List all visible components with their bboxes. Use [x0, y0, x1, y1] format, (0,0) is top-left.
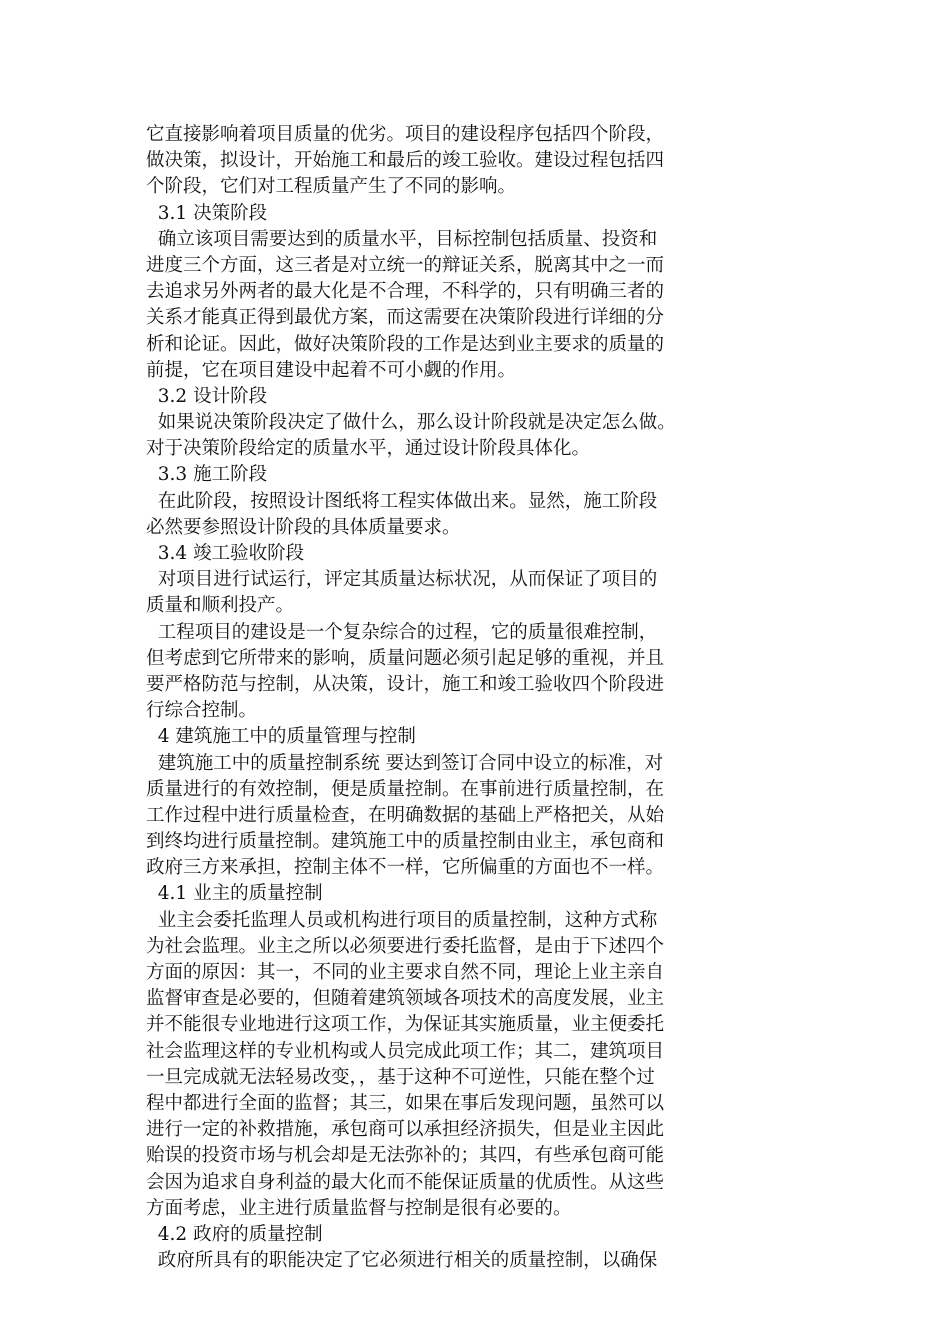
text-line: 做决策，拟设计，开始施工和最后的竣工验收。建设过程包括四 [146, 150, 665, 172]
section-heading: 4 建筑施工中的质量管理与控制 [146, 726, 416, 748]
text-line: 它直接影响着项目质量的优劣。项目的建设程序包括四个阶段， [146, 124, 665, 145]
text-line: 方面考虑，业主进行质量监督与控制是很有必要的。 [146, 1197, 572, 1219]
text-line: 对项目进行试运行，评定其质量达标状况，从而保证了项目的 [146, 569, 658, 591]
section-heading: 4.1 业主的质量控制 [146, 883, 323, 905]
text-line: 确立该项目需要达到的质量水平，目标控制包括质量、投资和 [146, 228, 658, 250]
text-line: 监督审查是必要的，但随着建筑领域各项技术的高度发展，业主 [146, 988, 665, 1010]
text-line: 关系才能真正得到最优方案，而这需要在决策阶段进行详细的分 [146, 307, 665, 329]
text-line: 政府所具有的职能决定了它必须进行相关的质量控制，以确保 [146, 1250, 658, 1272]
section-heading: 3.1 决策阶段 [146, 202, 268, 224]
text-line: 业主会委托监理人员或机构进行项目的质量控制，这种方式称 [146, 909, 658, 931]
text-line: 去追求另外两者的最大化是不合理，不科学的，只有明确三者的 [146, 281, 665, 303]
text-line: 必然要参照设计阶段的具体质量要求。 [146, 516, 461, 538]
text-line: 工程项目的建设是一个复杂综合的过程，它的质量很难控制， [146, 621, 658, 643]
text-line: 如果说决策阶段决定了做什么，那么设计阶段就是决定怎么做。 [146, 412, 676, 434]
text-line: 方面的原因：其一，不同的业主要求自然不同，理论上业主亲自 [146, 962, 665, 983]
text-line: 但考虑到它所带来的影响，质量问题必须引起足够的重视，并且 [146, 647, 665, 669]
text-line: 质量进行的有效控制，便是质量控制。在事前进行质量控制，在 [146, 778, 665, 800]
text-line: 进度三个方面，这三者是对立统一的辩证关系，脱离其中之一而 [146, 254, 665, 276]
text-line: 质量和顺利投产。 [146, 595, 295, 617]
text-line: 一旦完成就无法轻易改变，，基于这种不可逆性，只能在整个过 [146, 1066, 655, 1088]
text-line: 对于决策阶段给定的质量水平，通过设计阶段具体化。 [146, 438, 591, 460]
text-line: 个阶段，它们对工程质量产生了不同的影响。 [146, 176, 517, 198]
section-heading: 4.2 政府的质量控制 [146, 1223, 323, 1245]
text-line: 析和论证。因此，做好决策阶段的工作是达到业主要求的质量的 [146, 333, 665, 355]
text-line: 前提，它在项目建设中起着不可小觑的作用。 [146, 359, 517, 381]
document-body [146, 122, 786, 1274]
text-line: 进行一定的补救措施，承包商可以承担经济损失，但是业主因此 [146, 1119, 665, 1141]
text-line: 工作过程中进行质量检查，在明确数据的基础上严格把关，从始 [146, 804, 665, 826]
section-heading: 3.2 设计阶段 [146, 385, 268, 407]
text-line: 程中都进行全面的监督；其三，如果在事后发现问题，虽然可以 [146, 1092, 665, 1114]
text-line: 到终均进行质量控制。建筑施工中的质量控制由业主，承包商和 [146, 831, 665, 853]
text-line: 贻误的投资市场与机会却是无法弥补的；其四，有些承包商可能 [146, 1145, 665, 1167]
text-line: 社会监理这样的专业机构或人员完成此项工作；其二，建筑项目 [146, 1040, 665, 1062]
text-line: 行综合控制。 [146, 700, 258, 722]
text-line: 政府三方来承担，控制主体不一样，它所偏重的方面也不一样。 [146, 857, 665, 879]
text-line: 为社会监理。业主之所以必须要进行委托监督，是由于下述四个 [146, 935, 665, 957]
text-line: 会因为追求自身利益的最大化而不能保证质量的优质性。从这些 [146, 1171, 665, 1193]
text-line: 在此阶段，按照设计图纸将工程实体做出来。显然，施工阶段 [146, 490, 658, 512]
text-line: 建筑施工中的质量控制系统 要达到签订合同中设立的标准，对 [146, 752, 664, 774]
section-heading: 3.4 竣工验收阶段 [146, 543, 305, 564]
text-line: 并不能很专业地进行这项工作，为保证其实施质量，业主便委托 [146, 1014, 665, 1036]
text-line: 要严格防范与控制，从决策，设计，施工和竣工验收四个阶段进 [146, 673, 665, 695]
section-heading: 3.3 施工阶段 [146, 464, 268, 486]
